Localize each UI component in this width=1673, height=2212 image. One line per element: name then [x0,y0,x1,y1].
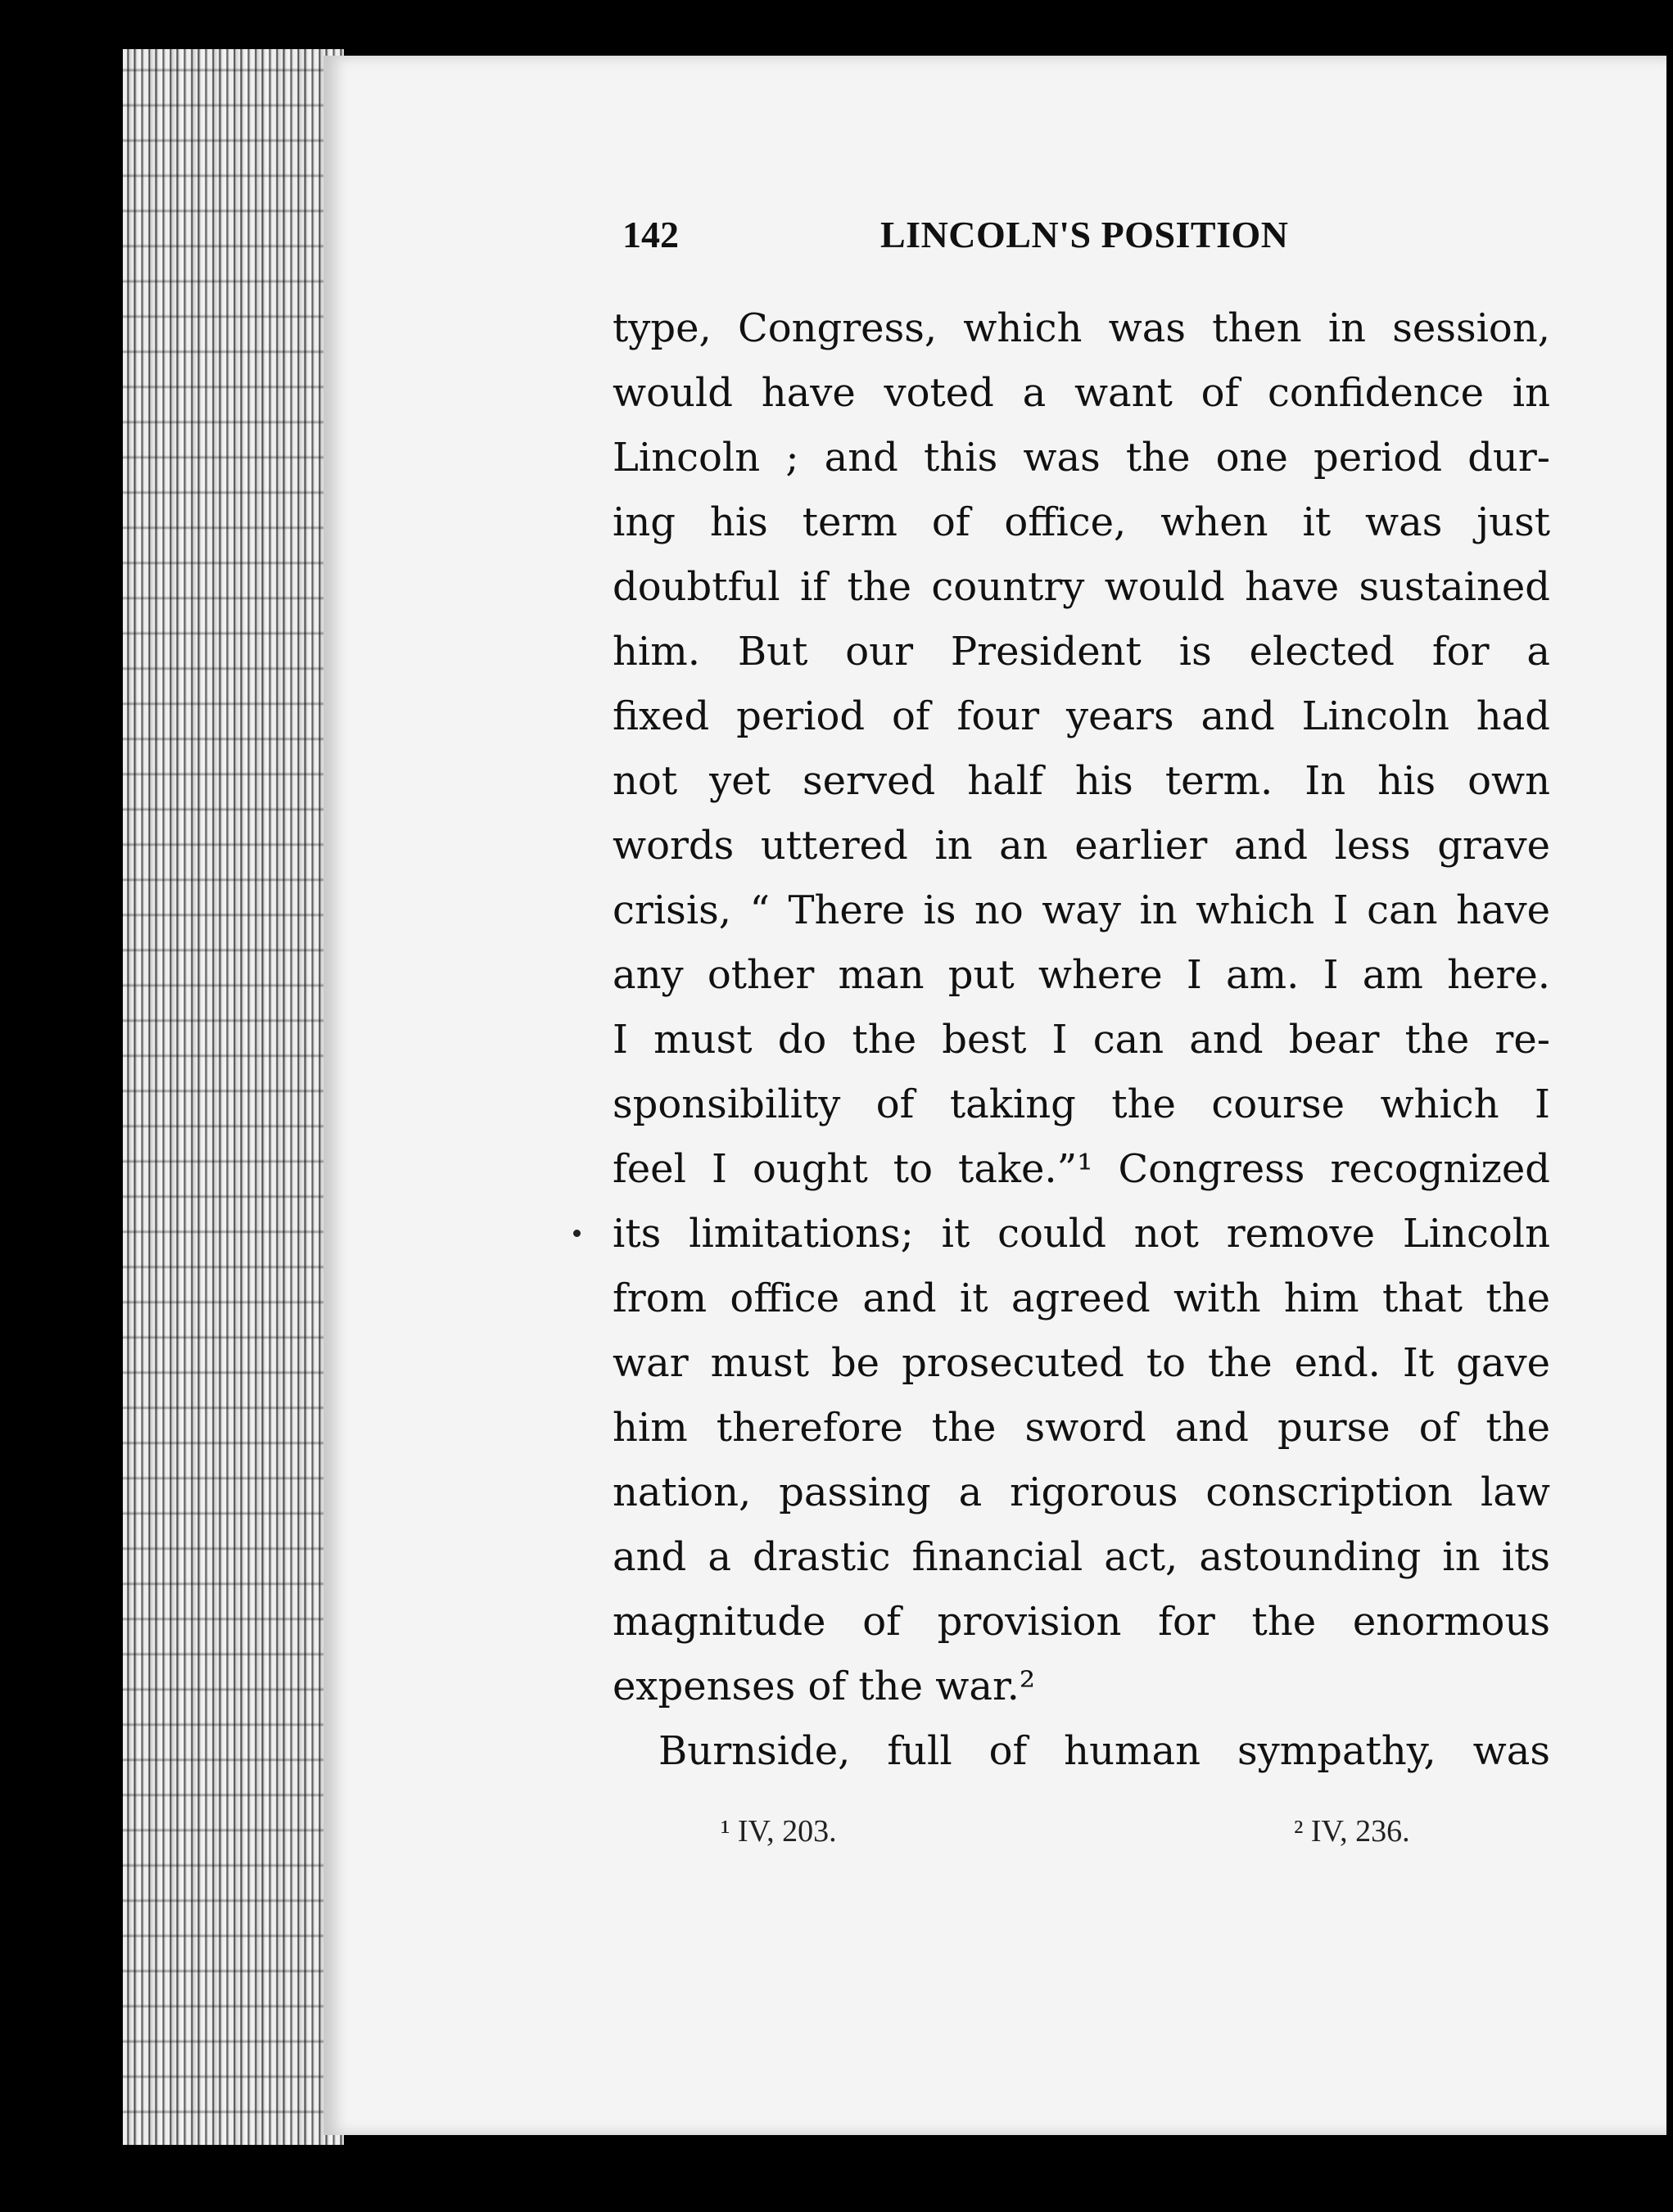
text-line: him therefore the sword and purse of the [613,1405,1550,1451]
running-head [622,205,1302,262]
text-line: not yet served half his term. In his own [613,758,1550,804]
text-line: war must be prosecuted to the end. It gave [613,1340,1550,1386]
margin-mark [573,1230,581,1237]
paragraph-start-line: Burnside, full of human sympathy, was [658,1728,1550,1774]
text-line: him. But our President is elected for a [613,629,1550,675]
text-line: fixed period of four years and Lincoln had [613,693,1550,739]
text-line: type, Congress, which was then in session, [613,305,1550,351]
text-line: crisis, “ There is no way in which I can have [613,887,1550,933]
text-line: nation, passing a rigorous conscription law [613,1469,1550,1515]
page-number: 142 [622,214,679,255]
footnote-1: ¹ IV, 203. [721,1814,837,1849]
text-line: Lincoln ; and this was the one period dur- [613,435,1550,481]
text-line: feel I ought to take.”¹ Congress recognized [613,1146,1550,1192]
text-line: words uttered in an earlier and less grave [613,823,1550,869]
text-line: doubtful if the country would have sustained [613,564,1550,610]
text-line: magnitude of provision for the enormous [613,1599,1550,1645]
body-text [613,296,1550,1784]
text-line: its limitations; it could not remove Lincoln [613,1211,1550,1257]
running-title: LINCOLN'S POSITION [880,214,1289,255]
text-line: would have voted a want of confidence in [613,370,1550,416]
text-line: I must do the best I can and bear the re- [613,1017,1550,1063]
text-line: expenses of the war.² [613,1664,1036,1709]
text-line: any other man put where I am. I am here. [613,952,1550,998]
book-page-edges [123,49,344,2145]
footnote-2: ² IV, 236. [1294,1814,1410,1849]
text-line: ing his term of office, when it was just [613,499,1550,545]
footnotes [721,1813,1441,1854]
text-line: sponsibility of taking the course which I [613,1081,1550,1127]
text-line: and a drastic financial act, astounding in its [613,1534,1550,1580]
text-line: from office and it agreed with him that the [613,1275,1550,1321]
